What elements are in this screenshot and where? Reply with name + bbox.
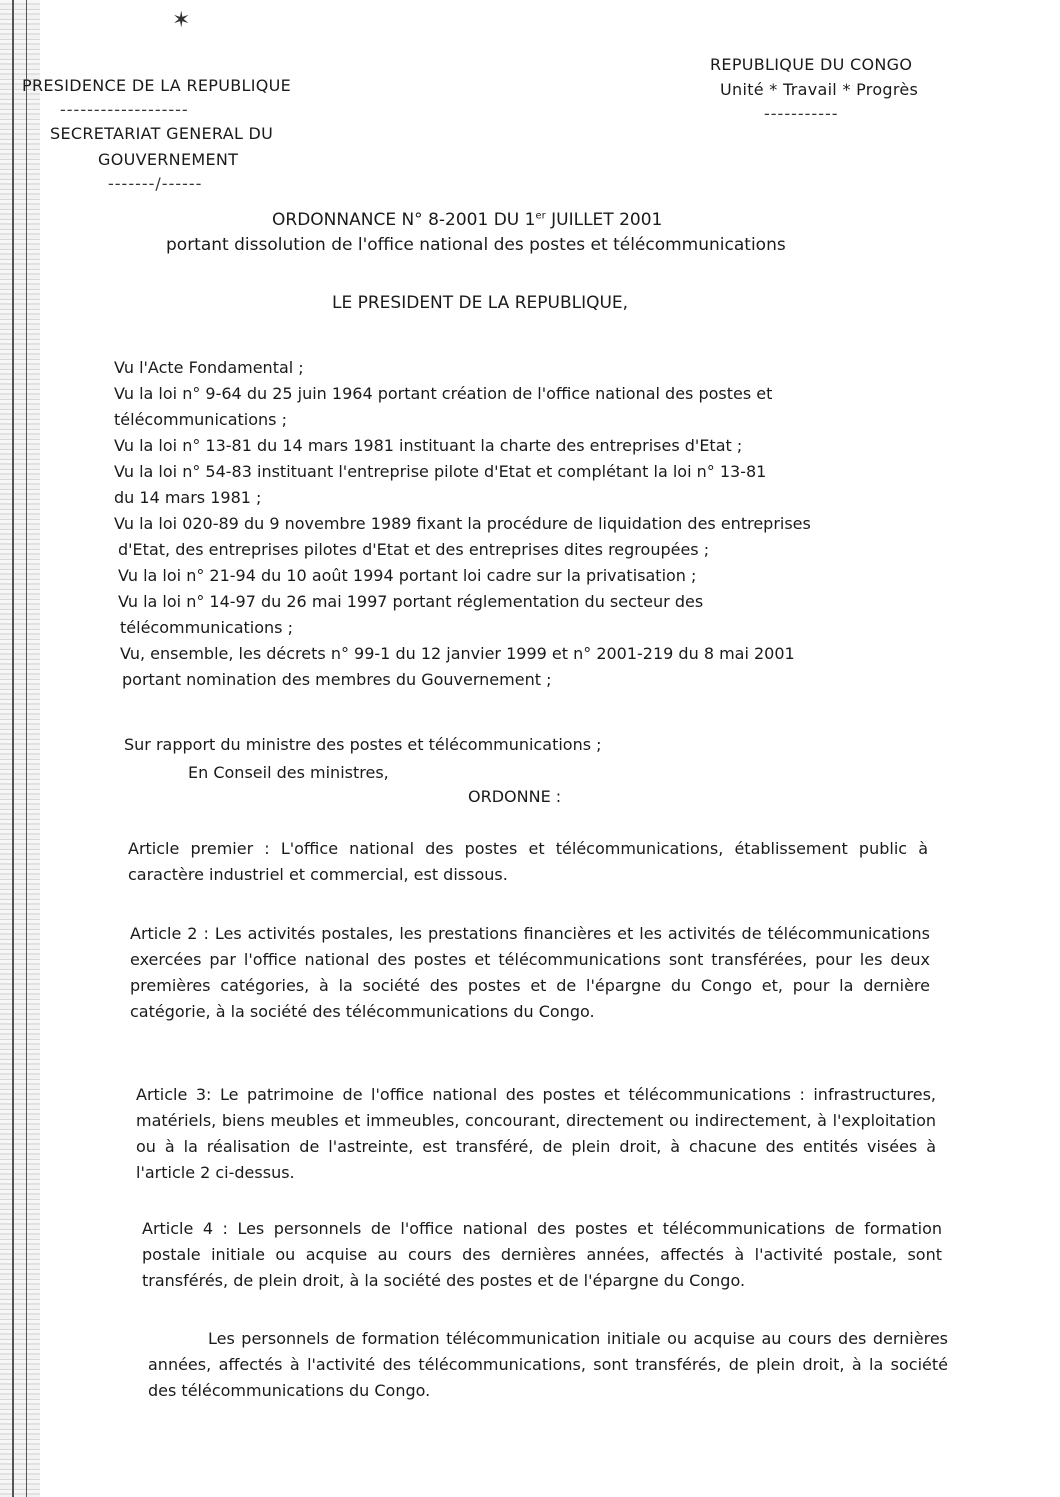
visa-line: portant nomination des membres du Gouvernement ; — [122, 670, 552, 689]
article-4-paragraph-2: Les personnels de formation télécommunication initiale ou acquise au cours des dernières années, affectés à l'activité des télécommunications, sont transférés, de plein droit, à la société des télécommunications du Congo. — [148, 1329, 948, 1400]
motto: Unité * Travail * Progrès — [720, 80, 919, 99]
article-2: Article 2 : Les activités postales, les prestations financières et les activités de télécommunications exercées par l'office national des postes et télécommunications sont transférées, pour les deux premières catégories, à la société des postes et de l'épargne du Congo et, pour la dernière catégorie, à la société des télécommunications du Congo. — [130, 924, 930, 1021]
visa-line: Vu l'Acte Fondamental ; — [114, 358, 304, 377]
visa-line: Vu la loi n° 21-94 du 10 août 1994 portant loi cadre sur la privatisation ; — [118, 566, 697, 585]
gouvernement-heading: GOUVERNEMENT — [98, 150, 239, 169]
rapport-line: Sur rapport du ministre des postes et télécommunications ; — [124, 735, 602, 754]
ordonne-heading: ORDONNE : — [468, 787, 562, 806]
visa-line: Vu la loi n° 14-97 du 26 mai 1997 portant réglementation du secteur des — [118, 592, 704, 611]
ordonnance-title: ORDONNANCE N° 8-2001 DU 1er JUILLET 2001 — [272, 210, 663, 230]
scan-edge-line — [12, 0, 14, 1497]
conseil-line: En Conseil des ministres, — [188, 763, 389, 782]
visa-line: Vu la loi 020-89 du 9 novembre 1989 fixant la procédure de liquidation des entreprises — [114, 514, 811, 533]
article-4: Article 4 : Les personnels de l'office national des postes et télécommunications de formation postale initiale ou acquise au cours des dernières années, affectés à l'activité postale, sont transférés, de plein droit, à la société des postes et de l'épargne du Congo. — [142, 1219, 943, 1290]
article-premier: Article premier : L'office national des postes et télécommunications, établissement public à caractère industriel et commercial, est dissous. — [128, 839, 928, 884]
president-heading: LE PRESIDENT DE LA REPUBLIQUE, — [332, 293, 629, 313]
visa-line: télécommunications ; — [114, 410, 287, 429]
secretariat-heading: SECRETARIAT GENERAL DU — [50, 124, 274, 143]
visa-line: d'Etat, des entreprises pilotes d'Etat et des entreprises dites regroupées ; — [118, 540, 710, 559]
scan-edge-line — [26, 0, 27, 1497]
republic-heading: REPUBLIQUE DU CONGO — [710, 55, 913, 74]
visa-line: Vu la loi n° 9-64 du 25 juin 1964 portant création de l'office national des postes et — [114, 384, 773, 403]
scan-edge-artifact — [0, 0, 40, 1497]
visa-line: télécommunications ; — [120, 618, 293, 637]
header-left-divider-2: -------/------ — [108, 174, 203, 193]
header-right-divider: ----------- — [764, 104, 839, 123]
visa-line: Vu la loi n° 13-81 du 14 mars 1981 instituant la charte des entreprises d'Etat ; — [114, 436, 743, 455]
visa-line: Vu, ensemble, les décrets n° 99-1 du 12 janvier 1999 et n° 2001-219 du 8 mai 2001 — [120, 644, 795, 663]
ordonnance-subtitle: portant dissolution de l'office national des postes et télécommunications — [166, 235, 786, 255]
scan-mark: ✶ — [172, 8, 191, 33]
presidence-heading: PRESIDENCE DE LA REPUBLIQUE — [22, 76, 292, 95]
article-3: Article 3: Le patrimoine de l'office national des postes et télécommunications : infrastructures, matériels, biens meubles et immeubles, concourant, directement ou indirectement, à l'exploitation ou à la réalisation de l'astreinte, est transféré, de plein droit, à chacune des entités visées à l'article 2 ci-dessus. — [136, 1085, 936, 1182]
visa-line: Vu la loi n° 54-83 instituant l'entreprise pilote d'Etat et complétant la loi n° 13-81 — [114, 462, 767, 481]
header-left-divider-1: ------------------- — [60, 100, 189, 119]
visa-line: du 14 mars 1981 ; — [114, 488, 262, 507]
